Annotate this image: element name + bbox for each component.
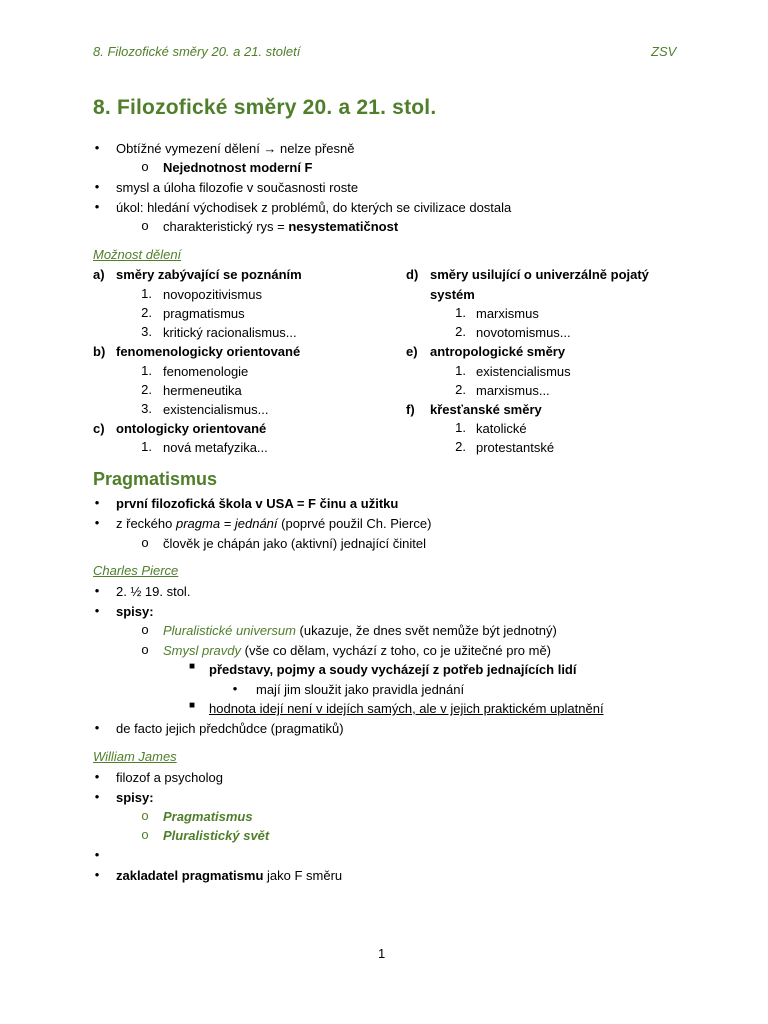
list-item: Smysl pravdy (vše co dělam, vychází z toho, co je užitečné pro mě) [163,643,551,658]
list-item: novopozitivismus [163,287,262,302]
list-number: 1. [455,305,466,320]
list-item: marxismus [476,306,539,321]
division-mark-b: b) [93,344,106,359]
bullet-icon: • [94,515,100,530]
list-item: Pragmatismus [163,809,253,824]
division-label-f: křesťanské směry [430,402,542,417]
list-number: 1. [141,363,152,378]
list-item: spisy: [116,790,154,805]
bullet-icon: • [94,140,100,155]
list-number: 2. [455,382,466,397]
bullet-icon: • [94,495,100,510]
bullet-icon: • [94,867,100,882]
bullet-icon: • [94,583,100,598]
list-number: 1. [141,439,152,454]
division-label-c: ontologicky orientované [116,421,267,436]
circle-bullet-icon: o [141,827,149,842]
bullet-icon: • [94,789,100,804]
list-item: mají jim sloužit jako pravidla jednání [256,682,465,697]
list-item: zakladatel pragmatismu jako F směru [116,868,343,883]
list-item: první filozofická škola v USA = F činu a užitku [116,496,399,511]
bullet-icon: • [94,199,100,214]
list-item: hermeneutika [163,383,242,398]
list-item: nová metafyzika... [163,440,268,455]
page-title: 8. Filozofické směry 20. a 21. stol. [93,96,437,119]
list-item: katolické [476,421,527,436]
list-item: existencialismus [476,364,571,379]
division-mark-e: e) [406,344,418,359]
page-number: 1 [378,946,386,961]
circle-bullet-icon: o [141,808,149,823]
circle-bullet-icon: o [141,159,149,174]
list-item: Pluralistické universum (ukazuje, že dnes svět nemůže být jednotný) [163,623,557,638]
list-item: 2. ½ 19. stol. [116,584,191,599]
division-label-d: směry usilující o univerzálně pojatý [430,267,649,282]
bullet-icon: • [94,847,100,862]
header-subject: ZSV [651,44,677,59]
division-mark-a: a) [93,267,105,282]
division-label-b: fenomenologicky orientované [116,344,301,359]
list-item: Nejednotnost moderní F [163,160,313,175]
list-number: 2. [455,324,466,339]
list-item: úkol: hledání východisek z problémů, do kterých se civilizace dostala [116,200,512,215]
bullet-icon: • [94,179,100,194]
list-item: člověk je chápán jako (aktivní) jednající činitel [163,536,427,551]
list-item: de facto jejich předchůdce (pragmatiků) [116,721,344,736]
header-title: 8. Filozofické směry 20. a 21. století [93,44,301,59]
circle-bullet-icon: o [141,218,149,233]
bullet-icon: • [232,681,238,696]
section-heading-pierce: Charles Pierce [93,563,179,578]
list-number: 2. [141,382,152,397]
division-mark-c: c) [93,421,105,436]
section-heading-division: Možnost dělení [93,247,182,262]
list-number: 1. [455,363,466,378]
list-item: z řeckého pragma = jednání (poprvé použil Ch. Pierce) [116,516,432,531]
list-item: protestantské [476,440,555,455]
section-heading-pragmatismus: Pragmatismus [93,469,218,489]
list-item: charakteristický rys = nesystematičnost [163,219,399,234]
division-label-e: antropologické směry [430,344,566,359]
bullet-icon: • [94,603,100,618]
division-label-d-cont: systém [430,287,475,302]
list-item: Obtížné vymezení dělení → nelze přesně [116,141,355,156]
list-number: 3. [141,401,152,416]
list-number: 3. [141,324,152,339]
division-label-a: směry zabývající se poznáním [116,267,302,282]
list-item: kritický racionalismus... [163,325,297,340]
list-item: představy, pojmy a soudy vycházejí z potřeb jednajících lidí [209,662,577,677]
list-item: Pluralistický svět [163,828,270,843]
circle-bullet-icon: o [141,535,149,550]
list-item: smysl a úloha filozofie v současnosti roste [116,180,359,195]
circle-bullet-icon: o [141,622,149,637]
square-bullet-icon: ■ [188,700,196,711]
section-heading-james: William James [93,749,177,764]
list-item: existencialismus... [163,402,269,417]
square-bullet-icon: ■ [188,661,196,672]
list-item: marxismus... [476,383,550,398]
list-item: spisy: [116,604,154,619]
list-number: 2. [141,305,152,320]
list-item: pragmatismus [163,306,245,321]
list-item: fenomenologie [163,364,249,379]
list-number: 1. [141,286,152,301]
bullet-icon: • [94,720,100,735]
list-item: filozof a psycholog [116,770,223,785]
list-number: 2. [455,439,466,454]
circle-bullet-icon: o [141,642,149,657]
division-mark-f: f) [406,402,415,417]
division-mark-d: d) [406,267,419,282]
list-item: hodnota idejí není v idejích samých, ale v jejich praktickém uplatnění [209,701,604,716]
list-number: 1. [455,420,466,435]
bullet-icon: • [94,769,100,784]
list-item: novotomismus... [476,325,571,340]
